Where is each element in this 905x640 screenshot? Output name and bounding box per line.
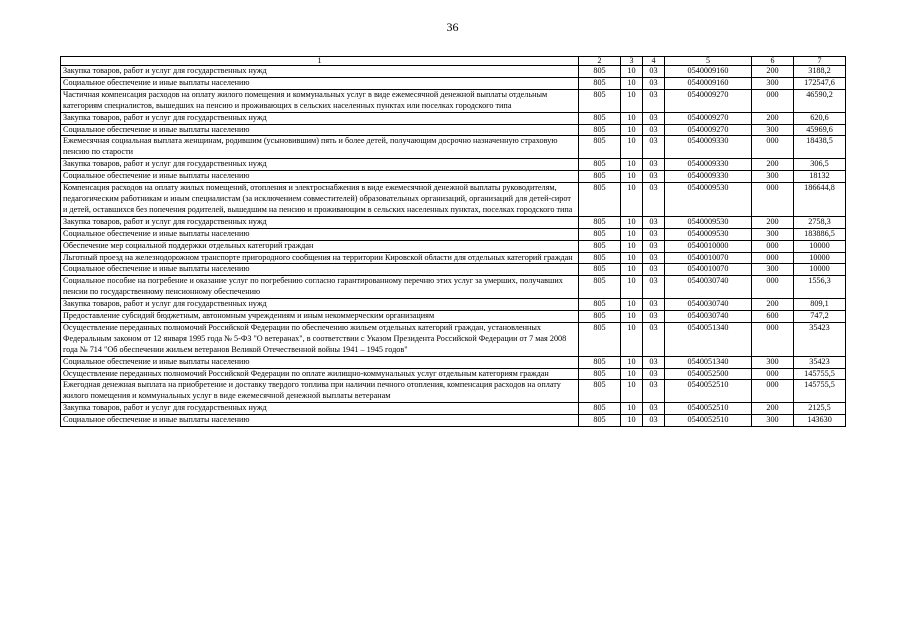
- code-cell: 805: [579, 252, 621, 264]
- code-cell: 300: [752, 264, 794, 276]
- header-cell: 3: [621, 57, 643, 66]
- code-cell: 03: [643, 216, 665, 228]
- amount-cell: 186644,8: [794, 183, 846, 217]
- code-cell: 0540009330: [665, 136, 752, 159]
- code-cell: 03: [643, 183, 665, 217]
- amount-cell: 18132: [794, 171, 846, 183]
- code-cell: 10: [621, 252, 643, 264]
- code-cell: 03: [643, 403, 665, 415]
- table-row: [61, 264, 846, 276]
- code-cell: 000: [752, 89, 794, 112]
- row-name-cell: Ежемесячная социальная выплата женщинам, родившим (усыновившим) пять и более детей, получающим досрочно назначенную страховую пенсию по старости: [61, 136, 579, 159]
- page-number: 36: [446, 20, 459, 34]
- code-cell: 805: [579, 240, 621, 252]
- row-name-cell: Закупка товаров, работ и услуг для государственных нужд: [61, 403, 579, 415]
- header-cell: 2: [579, 57, 621, 66]
- code-cell: 10: [621, 66, 643, 78]
- table-row: [61, 77, 846, 89]
- table-row: [61, 322, 846, 356]
- amount-cell: 620,6: [794, 112, 846, 124]
- row-name-cell: Ежегодная денежная выплата на приобретение и доставку твердого топлива при наличии печного отопления, компенсация расходов на оплату жилого помещения и коммунальных услуг в виде ежемесячной денежной выплаты ветеранам: [61, 380, 579, 403]
- table-row: [61, 112, 846, 124]
- code-cell: 200: [752, 159, 794, 171]
- amount-cell: 145755,5: [794, 368, 846, 380]
- code-cell: 300: [752, 124, 794, 136]
- row-name-cell: Закупка товаров, работ и услуг для государственных нужд: [61, 299, 579, 311]
- row-name-cell: Закупка товаров, работ и услуг для государственных нужд: [61, 159, 579, 171]
- table-row: [61, 124, 846, 136]
- code-cell: 0540030740: [665, 276, 752, 299]
- code-cell: 000: [752, 276, 794, 299]
- code-cell: 805: [579, 356, 621, 368]
- code-cell: 0540051340: [665, 356, 752, 368]
- amount-cell: 143630: [794, 415, 846, 427]
- code-cell: 0540009270: [665, 112, 752, 124]
- code-cell: 805: [579, 136, 621, 159]
- code-cell: 300: [752, 415, 794, 427]
- amount-cell: 3188,2: [794, 66, 846, 78]
- code-cell: 10: [621, 183, 643, 217]
- table-row: [61, 240, 846, 252]
- row-name-cell: Социальное обеспечение и иные выплаты населению: [61, 124, 579, 136]
- amount-cell: 18438,5: [794, 136, 846, 159]
- table-row: [61, 403, 846, 415]
- code-cell: 10: [621, 368, 643, 380]
- code-cell: 300: [752, 356, 794, 368]
- row-name-cell: Социальное обеспечение и иные выплаты населению: [61, 356, 579, 368]
- table-row: [61, 311, 846, 323]
- code-cell: 0540052500: [665, 368, 752, 380]
- code-cell: 0540010000: [665, 240, 752, 252]
- table-row: [61, 368, 846, 380]
- code-cell: 0540010070: [665, 252, 752, 264]
- row-name-cell: Частичная компенсация расходов на оплату жилого помещения и коммунальных услуг в виде ежемесячной денежной выплаты отдельным категориям специалистов, вышедших на пенсию и проживающих в сельских населенных пунктах или поселках городского типа: [61, 89, 579, 112]
- code-cell: 03: [643, 112, 665, 124]
- code-cell: 10: [621, 264, 643, 276]
- header-cell: 7: [794, 57, 846, 66]
- table-row: [61, 252, 846, 264]
- row-name-cell: Социальное обеспечение и иные выплаты населению: [61, 171, 579, 183]
- code-cell: 0540009530: [665, 228, 752, 240]
- code-cell: 03: [643, 380, 665, 403]
- code-cell: 10: [621, 403, 643, 415]
- amount-cell: 46590,2: [794, 89, 846, 112]
- code-cell: 0540009270: [665, 124, 752, 136]
- code-cell: 000: [752, 136, 794, 159]
- code-cell: 0540052510: [665, 380, 752, 403]
- code-cell: 0540030740: [665, 299, 752, 311]
- code-cell: 805: [579, 299, 621, 311]
- code-cell: 0540030740: [665, 311, 752, 323]
- code-cell: 805: [579, 77, 621, 89]
- code-cell: 0540009530: [665, 183, 752, 217]
- code-cell: 03: [643, 252, 665, 264]
- header-row: [61, 57, 846, 66]
- code-cell: 0540009330: [665, 159, 752, 171]
- row-name-cell: Социальное пособие на погребение и оказание услуг по погребению согласно гарантированному перечню этих услуг за умерших, получавших пенсии по государственному пенсионному обеспечению: [61, 276, 579, 299]
- code-cell: 10: [621, 112, 643, 124]
- row-name-cell: Льготный проезд на железнодорожном транспорте пригородного сообщения на территории Кировской области для отдельных категорий граждан: [61, 252, 579, 264]
- row-name-cell: Закупка товаров, работ и услуг для государственных нужд: [61, 112, 579, 124]
- code-cell: 03: [643, 276, 665, 299]
- code-cell: 03: [643, 171, 665, 183]
- amount-cell: 2758,3: [794, 216, 846, 228]
- budget-table: [60, 56, 846, 427]
- code-cell: 0540009330: [665, 171, 752, 183]
- code-cell: 300: [752, 228, 794, 240]
- code-cell: 805: [579, 159, 621, 171]
- header-cell: 1: [61, 57, 579, 66]
- code-cell: 03: [643, 77, 665, 89]
- row-name-cell: Социальное обеспечение и иные выплаты населению: [61, 228, 579, 240]
- table-row: [61, 66, 846, 78]
- code-cell: 03: [643, 356, 665, 368]
- amount-cell: 306,5: [794, 159, 846, 171]
- code-cell: 10: [621, 228, 643, 240]
- code-cell: 10: [621, 356, 643, 368]
- amount-cell: 10000: [794, 264, 846, 276]
- code-cell: 805: [579, 124, 621, 136]
- code-cell: 10: [621, 276, 643, 299]
- table-row: [61, 216, 846, 228]
- code-cell: 200: [752, 299, 794, 311]
- header-cell: 4: [643, 57, 665, 66]
- code-cell: 03: [643, 322, 665, 356]
- amount-cell: 10000: [794, 252, 846, 264]
- code-cell: 805: [579, 171, 621, 183]
- code-cell: 805: [579, 311, 621, 323]
- amount-cell: 10000: [794, 240, 846, 252]
- code-cell: 0540010070: [665, 264, 752, 276]
- code-cell: 03: [643, 311, 665, 323]
- code-cell: 805: [579, 368, 621, 380]
- code-cell: 03: [643, 299, 665, 311]
- code-cell: 300: [752, 171, 794, 183]
- code-cell: 000: [752, 183, 794, 217]
- table-row: [61, 171, 846, 183]
- code-cell: 03: [643, 136, 665, 159]
- amount-cell: 747,2: [794, 311, 846, 323]
- table-row: [61, 380, 846, 403]
- table-row: [61, 183, 846, 217]
- amount-cell: 1556,3: [794, 276, 846, 299]
- amount-cell: 809,1: [794, 299, 846, 311]
- amount-cell: 35423: [794, 356, 846, 368]
- code-cell: 03: [643, 415, 665, 427]
- code-cell: 805: [579, 66, 621, 78]
- code-cell: 805: [579, 89, 621, 112]
- code-cell: 0540009270: [665, 89, 752, 112]
- code-cell: 805: [579, 112, 621, 124]
- code-cell: 805: [579, 322, 621, 356]
- code-cell: 000: [752, 368, 794, 380]
- row-name-cell: Социальное обеспечение и иные выплаты населению: [61, 77, 579, 89]
- code-cell: 0540009160: [665, 66, 752, 78]
- code-cell: 805: [579, 276, 621, 299]
- code-cell: 805: [579, 216, 621, 228]
- code-cell: 10: [621, 380, 643, 403]
- amount-cell: 45969,6: [794, 124, 846, 136]
- code-cell: 10: [621, 171, 643, 183]
- header-cell: 6: [752, 57, 794, 66]
- code-cell: 10: [621, 89, 643, 112]
- code-cell: 10: [621, 136, 643, 159]
- code-cell: 000: [752, 252, 794, 264]
- table-row: [61, 415, 846, 427]
- code-cell: 0540052510: [665, 415, 752, 427]
- code-cell: 10: [621, 124, 643, 136]
- table-row: [61, 276, 846, 299]
- code-cell: 03: [643, 66, 665, 78]
- row-name-cell: Осуществление переданных полномочий Российской Федерации по оплате жилищно-коммунальных услуг отдельным категориям граждан: [61, 368, 579, 380]
- code-cell: 0540051340: [665, 322, 752, 356]
- code-cell: 000: [752, 380, 794, 403]
- code-cell: 000: [752, 240, 794, 252]
- code-cell: 805: [579, 264, 621, 276]
- table-row: [61, 299, 846, 311]
- table-row: [61, 159, 846, 171]
- table-row: [61, 356, 846, 368]
- code-cell: 000: [752, 322, 794, 356]
- code-cell: 0540009160: [665, 77, 752, 89]
- row-name-cell: Социальное обеспечение и иные выплаты населению: [61, 415, 579, 427]
- code-cell: 600: [752, 311, 794, 323]
- amount-cell: 35423: [794, 322, 846, 356]
- code-cell: 03: [643, 240, 665, 252]
- code-cell: 0540009530: [665, 216, 752, 228]
- code-cell: 0540052510: [665, 403, 752, 415]
- code-cell: 200: [752, 403, 794, 415]
- code-cell: 10: [621, 240, 643, 252]
- row-name-cell: Закупка товаров, работ и услуг для государственных нужд: [61, 216, 579, 228]
- code-cell: 03: [643, 264, 665, 276]
- code-cell: 805: [579, 183, 621, 217]
- row-name-cell: Социальное обеспечение и иные выплаты населению: [61, 264, 579, 276]
- code-cell: 10: [621, 77, 643, 89]
- row-name-cell: Компенсация расходов на оплату жилых помещений, отопления и электроснабжения в виде ежемесячной денежной выплаты руководителям, педагогическим работникам и иным специалистам (за исключением совместителей) образовательных организаций, организаций для детей-сирот и детей, оставшихся без попечения родителей, вышедшим на пенсию и проживающим в сельских населенных пунктах, поселках городского типа: [61, 183, 579, 217]
- code-cell: 10: [621, 415, 643, 427]
- code-cell: 300: [752, 77, 794, 89]
- amount-cell: 2125,5: [794, 403, 846, 415]
- amount-cell: 145755,5: [794, 380, 846, 403]
- table-row: [61, 89, 846, 112]
- row-name-cell: Осуществление переданных полномочий Российской Федерации по обеспечению жильем отдельных категорий граждан, установленных Федеральным законом от 12 января 1995 года № 5-ФЗ "О ветеранах", в соответствии с Указом Президента Российской Федерации от 7 мая 2008 года № 714 "Об обеспечении жильем ветеранов Великой Отечественной войны 1941 – 1945 годов": [61, 322, 579, 356]
- code-cell: 10: [621, 216, 643, 228]
- code-cell: 200: [752, 112, 794, 124]
- code-cell: 805: [579, 228, 621, 240]
- row-name-cell: Закупка товаров, работ и услуг для государственных нужд: [61, 66, 579, 78]
- code-cell: 03: [643, 124, 665, 136]
- table-row: [61, 228, 846, 240]
- code-cell: 10: [621, 311, 643, 323]
- code-cell: 10: [621, 322, 643, 356]
- code-cell: 805: [579, 380, 621, 403]
- header-cell: 5: [665, 57, 752, 66]
- row-name-cell: Предоставление субсидий бюджетным, автономным учреждениям и иным некоммерческим организациям: [61, 311, 579, 323]
- code-cell: 03: [643, 228, 665, 240]
- amount-cell: 183886,5: [794, 228, 846, 240]
- table-row: [61, 136, 846, 159]
- code-cell: 200: [752, 66, 794, 78]
- code-cell: 200: [752, 216, 794, 228]
- code-cell: 805: [579, 415, 621, 427]
- code-cell: 03: [643, 368, 665, 380]
- code-cell: 805: [579, 403, 621, 415]
- code-cell: 03: [643, 89, 665, 112]
- row-name-cell: Обеспечение мер социальной поддержки отдельных категорий граждан: [61, 240, 579, 252]
- amount-cell: 172547,6: [794, 77, 846, 89]
- code-cell: 10: [621, 299, 643, 311]
- code-cell: 10: [621, 159, 643, 171]
- code-cell: 03: [643, 159, 665, 171]
